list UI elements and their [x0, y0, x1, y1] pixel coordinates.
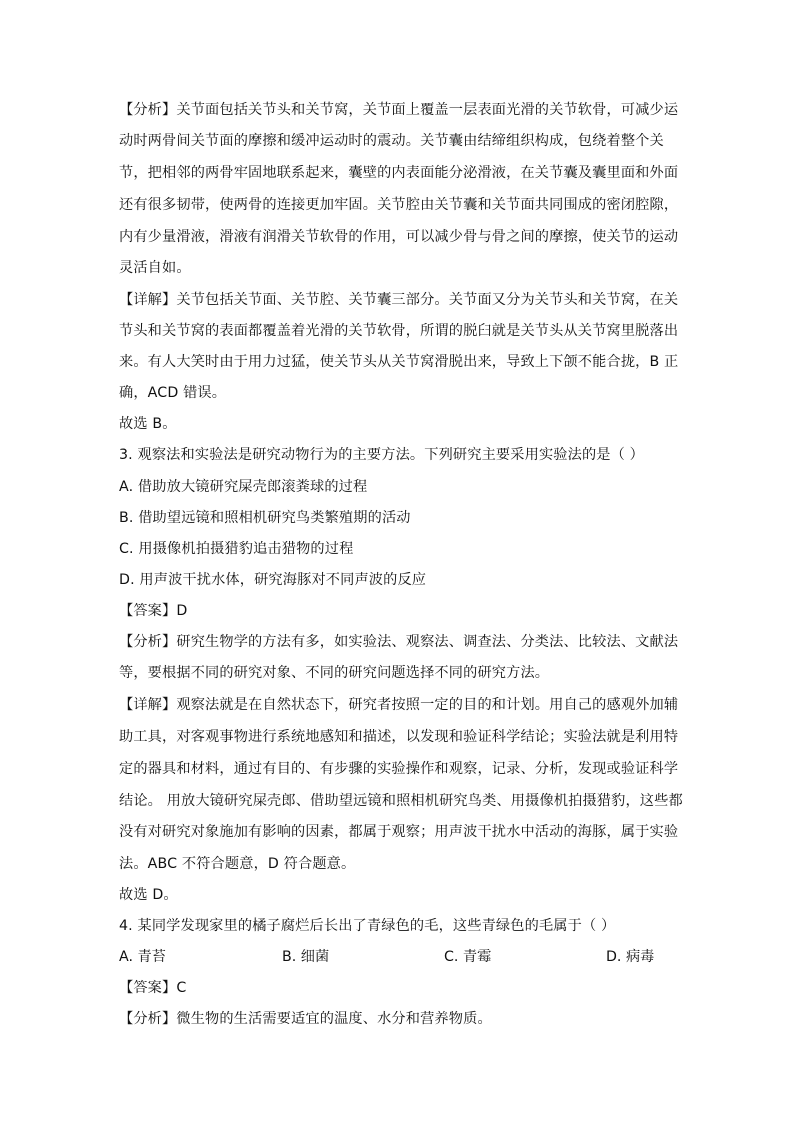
- analysis-line: 还有很多韧带，使两骨的连接更加牢固。关节腔由关节囊和关节面共同围成的密闭腔隙，: [119, 197, 679, 213]
- option-c: C. 青霉: [444, 949, 492, 965]
- answer-line: 【答案】D: [119, 603, 188, 619]
- analysis-line: 节，把相邻的两骨牢固地联系起来，囊壁的内表面能分泌滑液，在关节囊及囊里面和外面: [119, 165, 679, 181]
- choice-line: 故选 D。: [119, 887, 178, 903]
- analysis-line: 【分析】微生物的生活需要适宜的温度、水分和营养物质。: [119, 1011, 492, 1027]
- question-stem: 4. 某同学发现家里的橘子腐烂后长出了青绿色的毛，这些青绿色的毛属于（ ）: [119, 918, 616, 934]
- question-stem: 3. 观察法和实验法是研究动物行为的主要方法。下列研究主要采用实验法的是（ ）: [119, 447, 644, 463]
- detail-line: 来。有人大笑时由于用力过猛，使关节头从关节窝滑脱出来，导致上下颌不能合拢，B 正: [119, 354, 679, 370]
- option-d: D. 用声波干扰水体，研究海豚对不同声波的反应: [119, 572, 427, 588]
- analysis-line: 等，要根据不同的研究对象、不同的研究问题选择不同的研究方法。: [119, 665, 550, 681]
- detail-line: 【详解】观察法就是在自然状态下，研究者按照一定的目的和计划。用自己的感观外加辅: [119, 697, 679, 713]
- option-c: C. 用摄像机拍摄猎豹追击猎物的过程: [119, 541, 354, 557]
- option-b: B. 细菌: [282, 949, 330, 965]
- detail-line: 节头和关节窝的表面都覆盖着光滑的关节软骨，所谓的脱臼就是关节头从关节窝里脱落出: [119, 323, 679, 339]
- detail-line: 法。ABC 不符合题意，D 符合题意。: [119, 856, 356, 872]
- detail-line: 结论。 用放大镜研究屎壳郎、借助望远镜和照相机研究鸟类、用摄像机拍摄猎豹，这些都: [119, 793, 683, 809]
- detail-line: 没有对研究对象施加有影响的因素，都属于观察；用声波干扰水中活动的海豚，属于实验: [119, 824, 679, 840]
- choice-line: 故选 B。: [119, 416, 177, 432]
- analysis-line: 【分析】关节面包括关节头和关节窝，关节面上覆盖一层表面光滑的关节软骨，可减少运: [119, 102, 679, 118]
- option-a: A. 借助放大镜研究屎壳郎滚粪球的过程: [119, 479, 368, 495]
- analysis-line: 动时两骨间关节面的摩擦和缓冲运动时的震动。关节囊由结缔组织构成，包绕着整个关: [119, 133, 664, 149]
- detail-line: 【详解】关节包括关节面、关节腔、关节囊三部分。关节面又分为关节头和关节窝，在关: [119, 292, 679, 308]
- analysis-line: 灵活自如。: [119, 260, 191, 276]
- analysis-line: 【分析】研究生物学的方法有多，如实验法、观察法、调查法、分类法、比较法、文献法: [119, 634, 679, 650]
- detail-line: 助工具，对客观事物进行系统地感知和描述，以发现和验证科学结论；实验法就是利用特: [119, 729, 679, 745]
- detail-line: 定的器具和材料，通过有目的、有步骤的实验操作和观察，记录、分析，发现或验证科学: [119, 761, 679, 777]
- detail-line: 确，ACD 错误。: [119, 385, 227, 401]
- answer-line: 【答案】C: [119, 980, 187, 996]
- analysis-line: 内有少量滑液，滑液有润滑关节软骨的作用，可以减少骨与骨之间的摩擦，使关节的运动: [119, 229, 679, 245]
- option-a: A. 青苔: [119, 949, 166, 965]
- option-b: B. 借助望远镜和照相机研究鸟类繁殖期的活动: [119, 510, 411, 526]
- option-d: D. 病毒: [606, 949, 655, 965]
